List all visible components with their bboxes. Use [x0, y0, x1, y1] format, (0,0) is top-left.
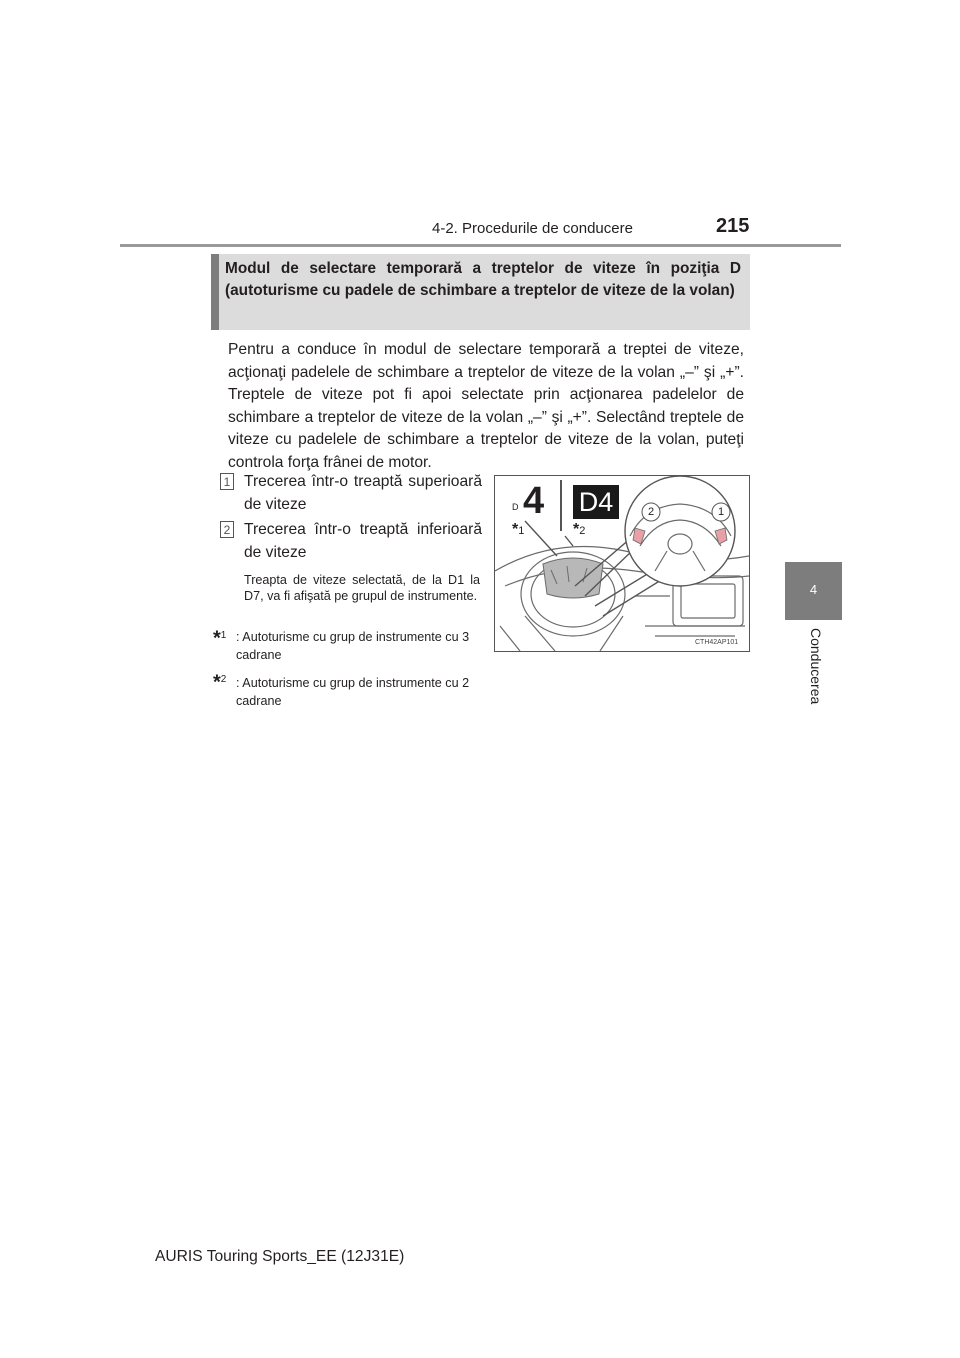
page-number: 215: [716, 215, 750, 237]
footnote-text: : Autoturisme cu grup de instrumente cu 2 cadrane: [236, 676, 470, 708]
chapter-label: Conducerea: [808, 628, 824, 705]
item-number-badge: 2: [220, 521, 234, 538]
cluster-star-number: 1: [518, 525, 525, 537]
cluster-star: *: [573, 521, 580, 538]
footnote-star: *: [213, 671, 221, 694]
footnote-text: : Autoturisme cu grup de instrumente cu 3 cadrane: [236, 630, 470, 662]
steering-paddle-illustration: [494, 475, 750, 652]
illustration-code: CTH42AP101: [695, 639, 739, 646]
footnote-mark: [213, 627, 227, 650]
footnote-mark: [213, 671, 227, 694]
cluster-star-number: 2: [579, 525, 586, 537]
list-item: Trecerea într-o treaptă inferioară de viteze: [244, 521, 482, 561]
cluster-star: *: [512, 521, 519, 538]
footnote-star: *: [213, 627, 221, 650]
intro-paragraph: Pentru a conduce în modul de selectare temporară a treptei de viteze, acţionaţi padelele de schimbare a treptelor de viteze de la volan „–” şi „+”. Treptele de viteze pot fi apoi selectate prin acţionarea padelelor de schimbare a treptelor de viteze de la volan „–” şi „+”. Selectând treptele de viteze cu padelele de schimbare a treptelor de viteze de la volan, puteţi controla forţa frânei de motor.: [228, 341, 744, 471]
note-text: Treapta de viteze selectată, de la D1 la D7, va fi afişată pe grupul de instrumente.: [244, 573, 480, 603]
header-rule: [120, 244, 841, 247]
footer-model: AURIS Touring Sports_EE (12J31E): [155, 1248, 405, 1265]
cluster-type-marker: [573, 521, 585, 539]
cluster-type-marker: [512, 521, 524, 539]
display-gear-box-text: D4: [578, 487, 614, 517]
callout-number: 1: [717, 506, 725, 518]
footnote-number: 1: [220, 630, 227, 641]
chapter-number: 4: [809, 582, 818, 597]
section-title: 4-2. Procedurile de conducere: [432, 220, 633, 237]
display-gear-digit: 4: [523, 480, 545, 522]
chapter-tab: [785, 562, 842, 620]
footnote-number: 2: [220, 674, 227, 685]
heading-accent-bar: [211, 254, 219, 330]
callout-number: 2: [647, 506, 655, 518]
section-heading: Modul de selectare temporară a treptelor de viteze în poziţia D (autoturisme cu padele de schimbare a treptelor de viteze de la volan): [225, 260, 741, 299]
list-item: Trecerea într-o treaptă superioară de viteze: [244, 473, 482, 513]
display-gear-letter: D: [512, 502, 519, 512]
item-number-badge: 1: [220, 473, 234, 490]
